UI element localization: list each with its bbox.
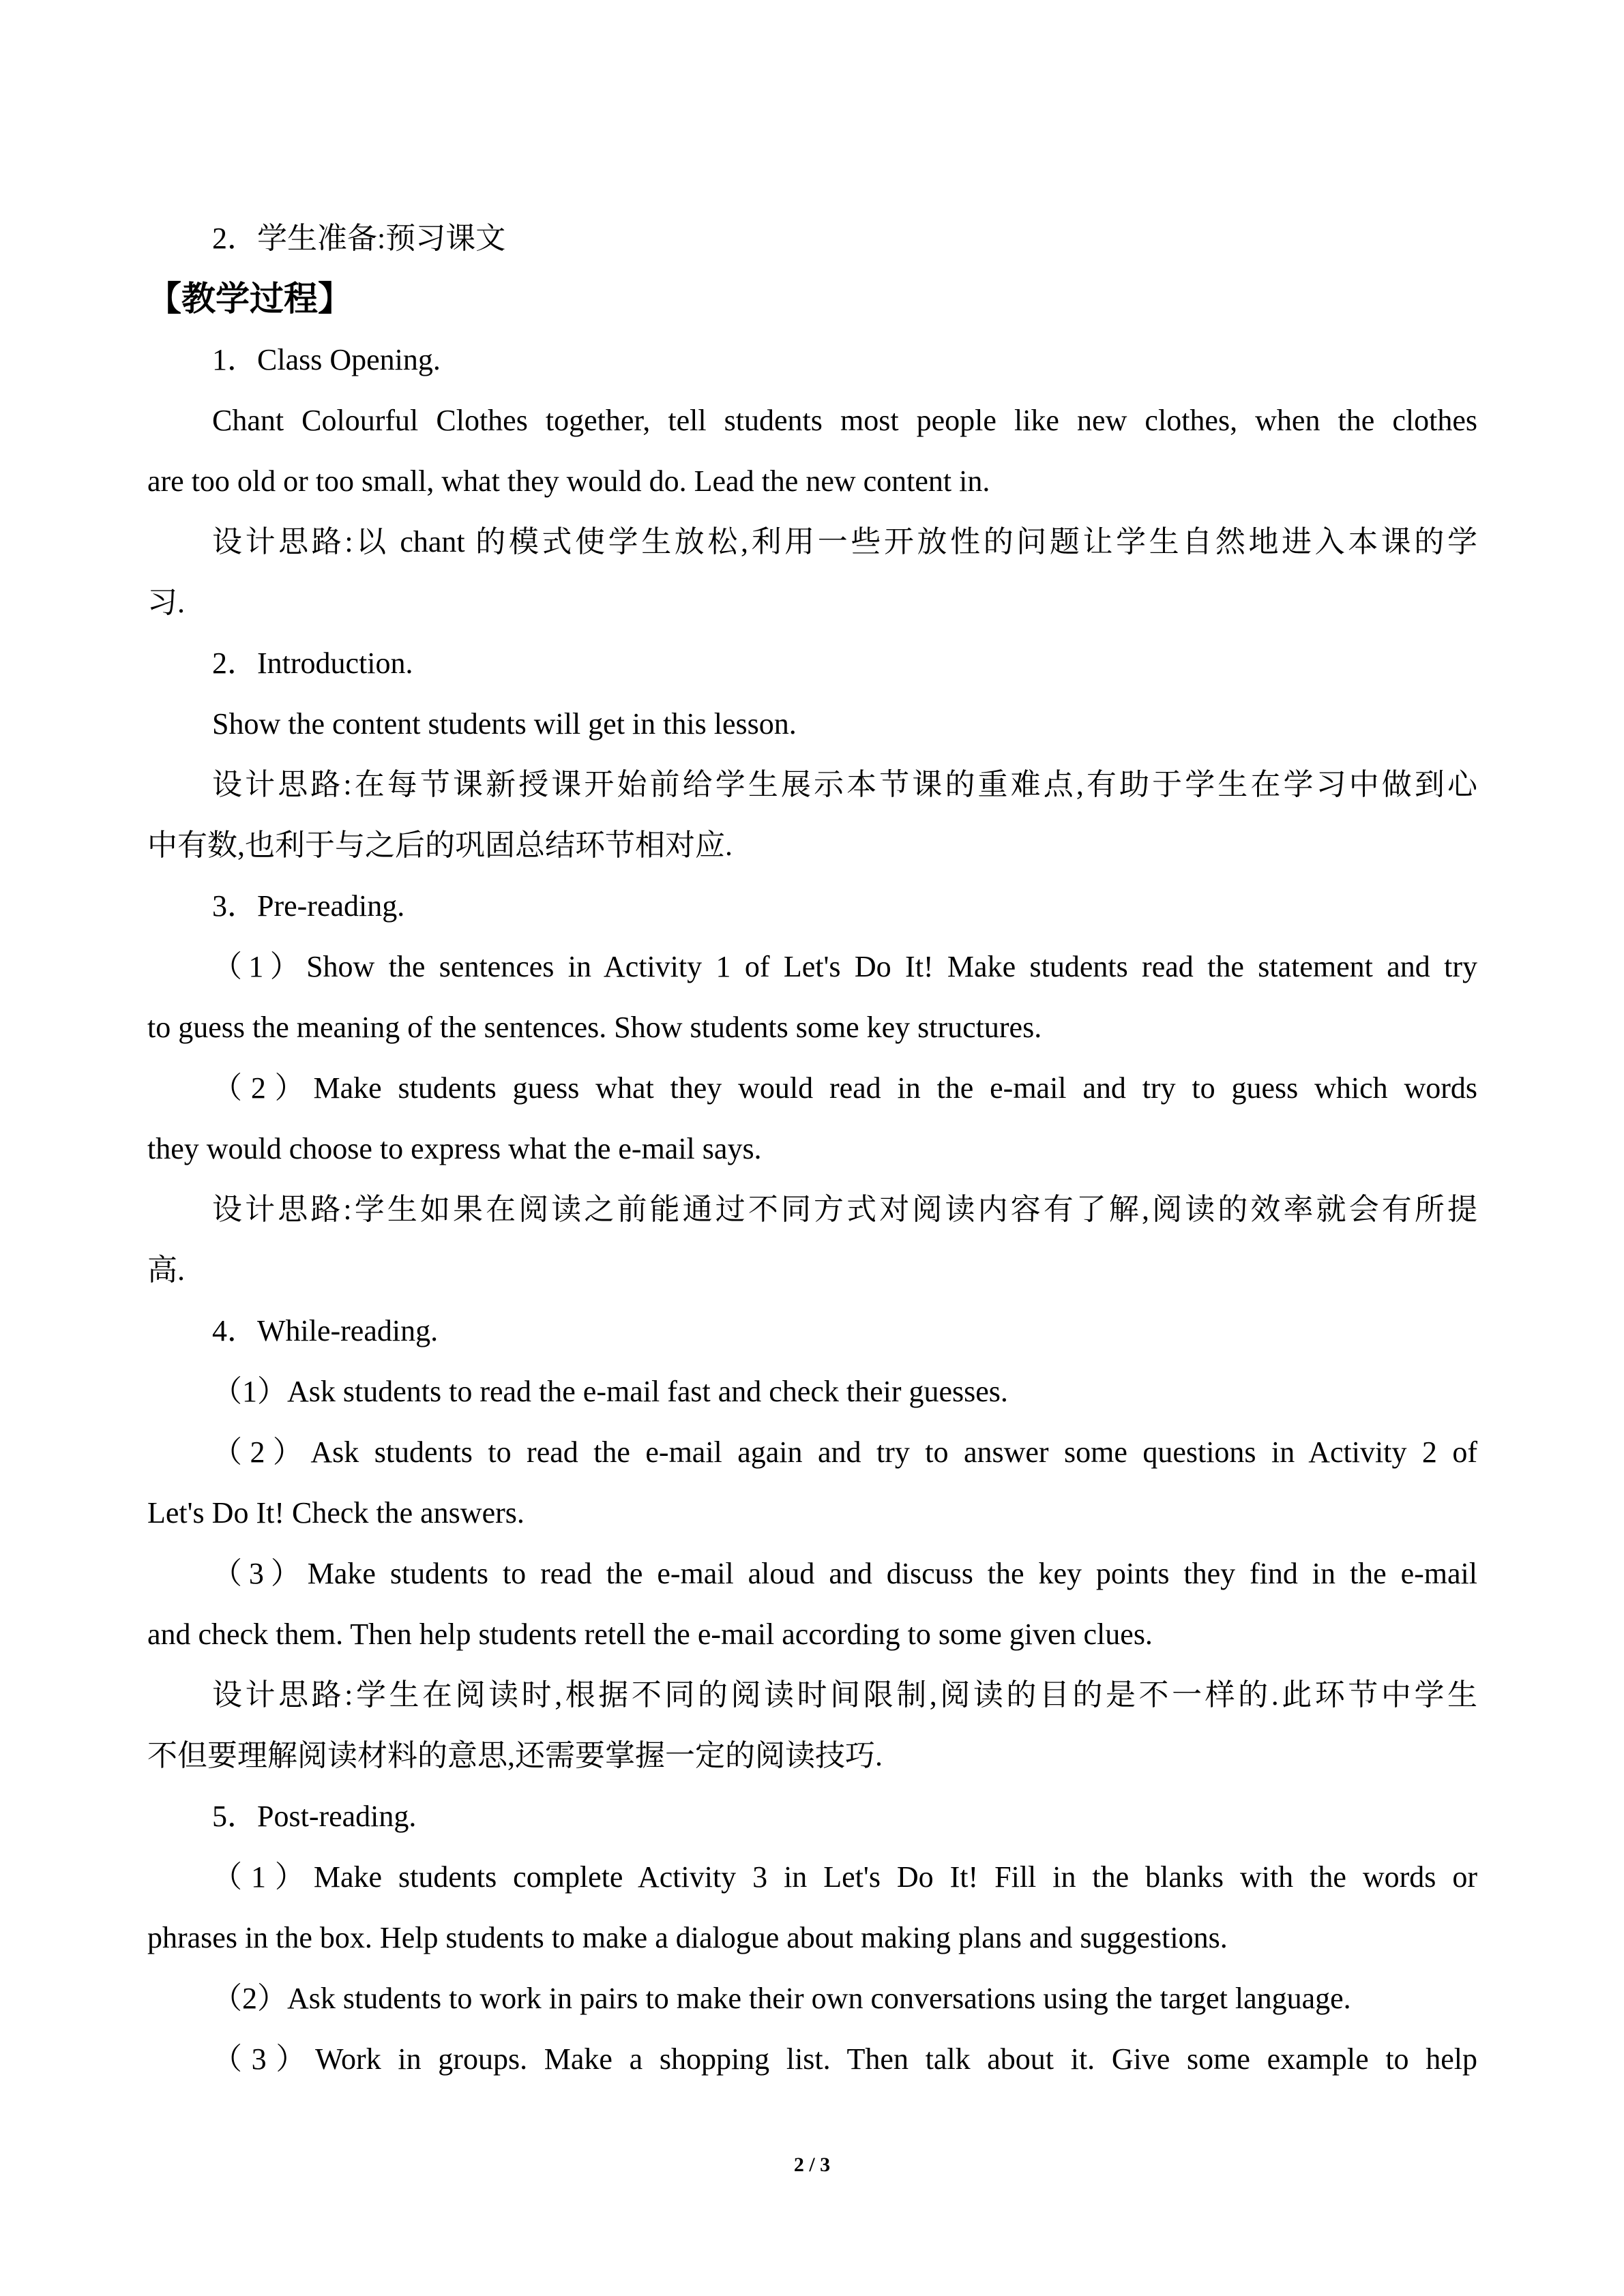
text-line: （3）Make students to read the e-mail aloud and discuss the key points they find in the e-mail [212,1557,1477,1590]
text-line: 4．While-reading. [212,1314,439,1347]
text-line: 3．Pre-reading. [212,889,405,923]
text-line: （2）Ask students to work in pairs to make their own conversations using the target language. [212,1982,1351,2015]
text-line: 2．Introduction. [212,646,413,680]
text-line: （1）Ask students to read the e-mail fast and check their guesses. [212,1375,1008,1408]
text-line: 5．Post-reading. [212,1800,417,1833]
text-line: 设计思路:学生如果在阅读之前能通过不同方式对阅读内容有了解,阅读的效率就会有所提 [212,1193,1477,1226]
text-line: （2）Make students guess what they would read in the e-mail and try to guess which words [212,1071,1477,1105]
text-line: Let's Do It! Check the answers. [147,1496,525,1530]
text-line: 中有数,也利于与之后的巩固总结环节相对应. [147,829,733,862]
text-line: to guess the meaning of the sentences. Show students some key structures. [147,1011,1042,1044]
text-line: 习. [147,586,185,619]
text-line: 2．学生准备:预习课文 [212,222,506,255]
text-line: phrases in the box. Help students to make a dialogue about making plans and suggestions. [147,1921,1228,1954]
text-line: they would choose to express what the e-mail says. [147,1132,762,1165]
text-line: （1）Show the sentences in Activity 1 of Let's Do It! Make students read the statement and try [212,950,1477,983]
text-line: （1）Make students complete Activity 3 in Let's Do It! Fill in the blanks with the words or [212,1860,1477,1894]
text-line: 设计思路:在每节课新授课开始前给学生展示本节课的重难点,有助于学生在学习中做到心 [212,768,1477,801]
text-line: （2）Ask students to read the e-mail again and try to answer some questions in Activity 2 of [212,1435,1477,1469]
page-number: 2 / 3 [793,2153,831,2176]
text-line: 不但要理解阅读材料的意思,还需要掌握一定的阅读技巧. [147,1739,883,1772]
text-line: Show the content students will get in this lesson. [212,707,797,741]
text-line: and check them. Then help students retell the e-mail according to some given clues. [147,1617,1153,1651]
text-line: 高. [147,1253,185,1287]
text-line: 1．Class Opening. [212,343,441,376]
text-line: 设计思路:以 chant 的模式使学生放松,利用一些开放性的问题让学生自然地进入本课的学 [212,525,1477,558]
text-line: （3）Work in groups. Make a shopping list. Then talk about it. Give some example to help [212,2042,1477,2076]
section-heading: 【教学过程】 [147,279,352,318]
document-body [147,208,1477,2089]
text-line: are too old or too small, what they would do. Lead the new content in. [147,464,990,498]
text-line: 设计思路:学生在阅读时,根据不同的阅读时间限制,阅读的目的是不一样的.此环节中学生 [212,1678,1477,1712]
text-line: Chant Colourful Clothes together, tell students most people like new clothes, when the clothes [212,404,1477,437]
